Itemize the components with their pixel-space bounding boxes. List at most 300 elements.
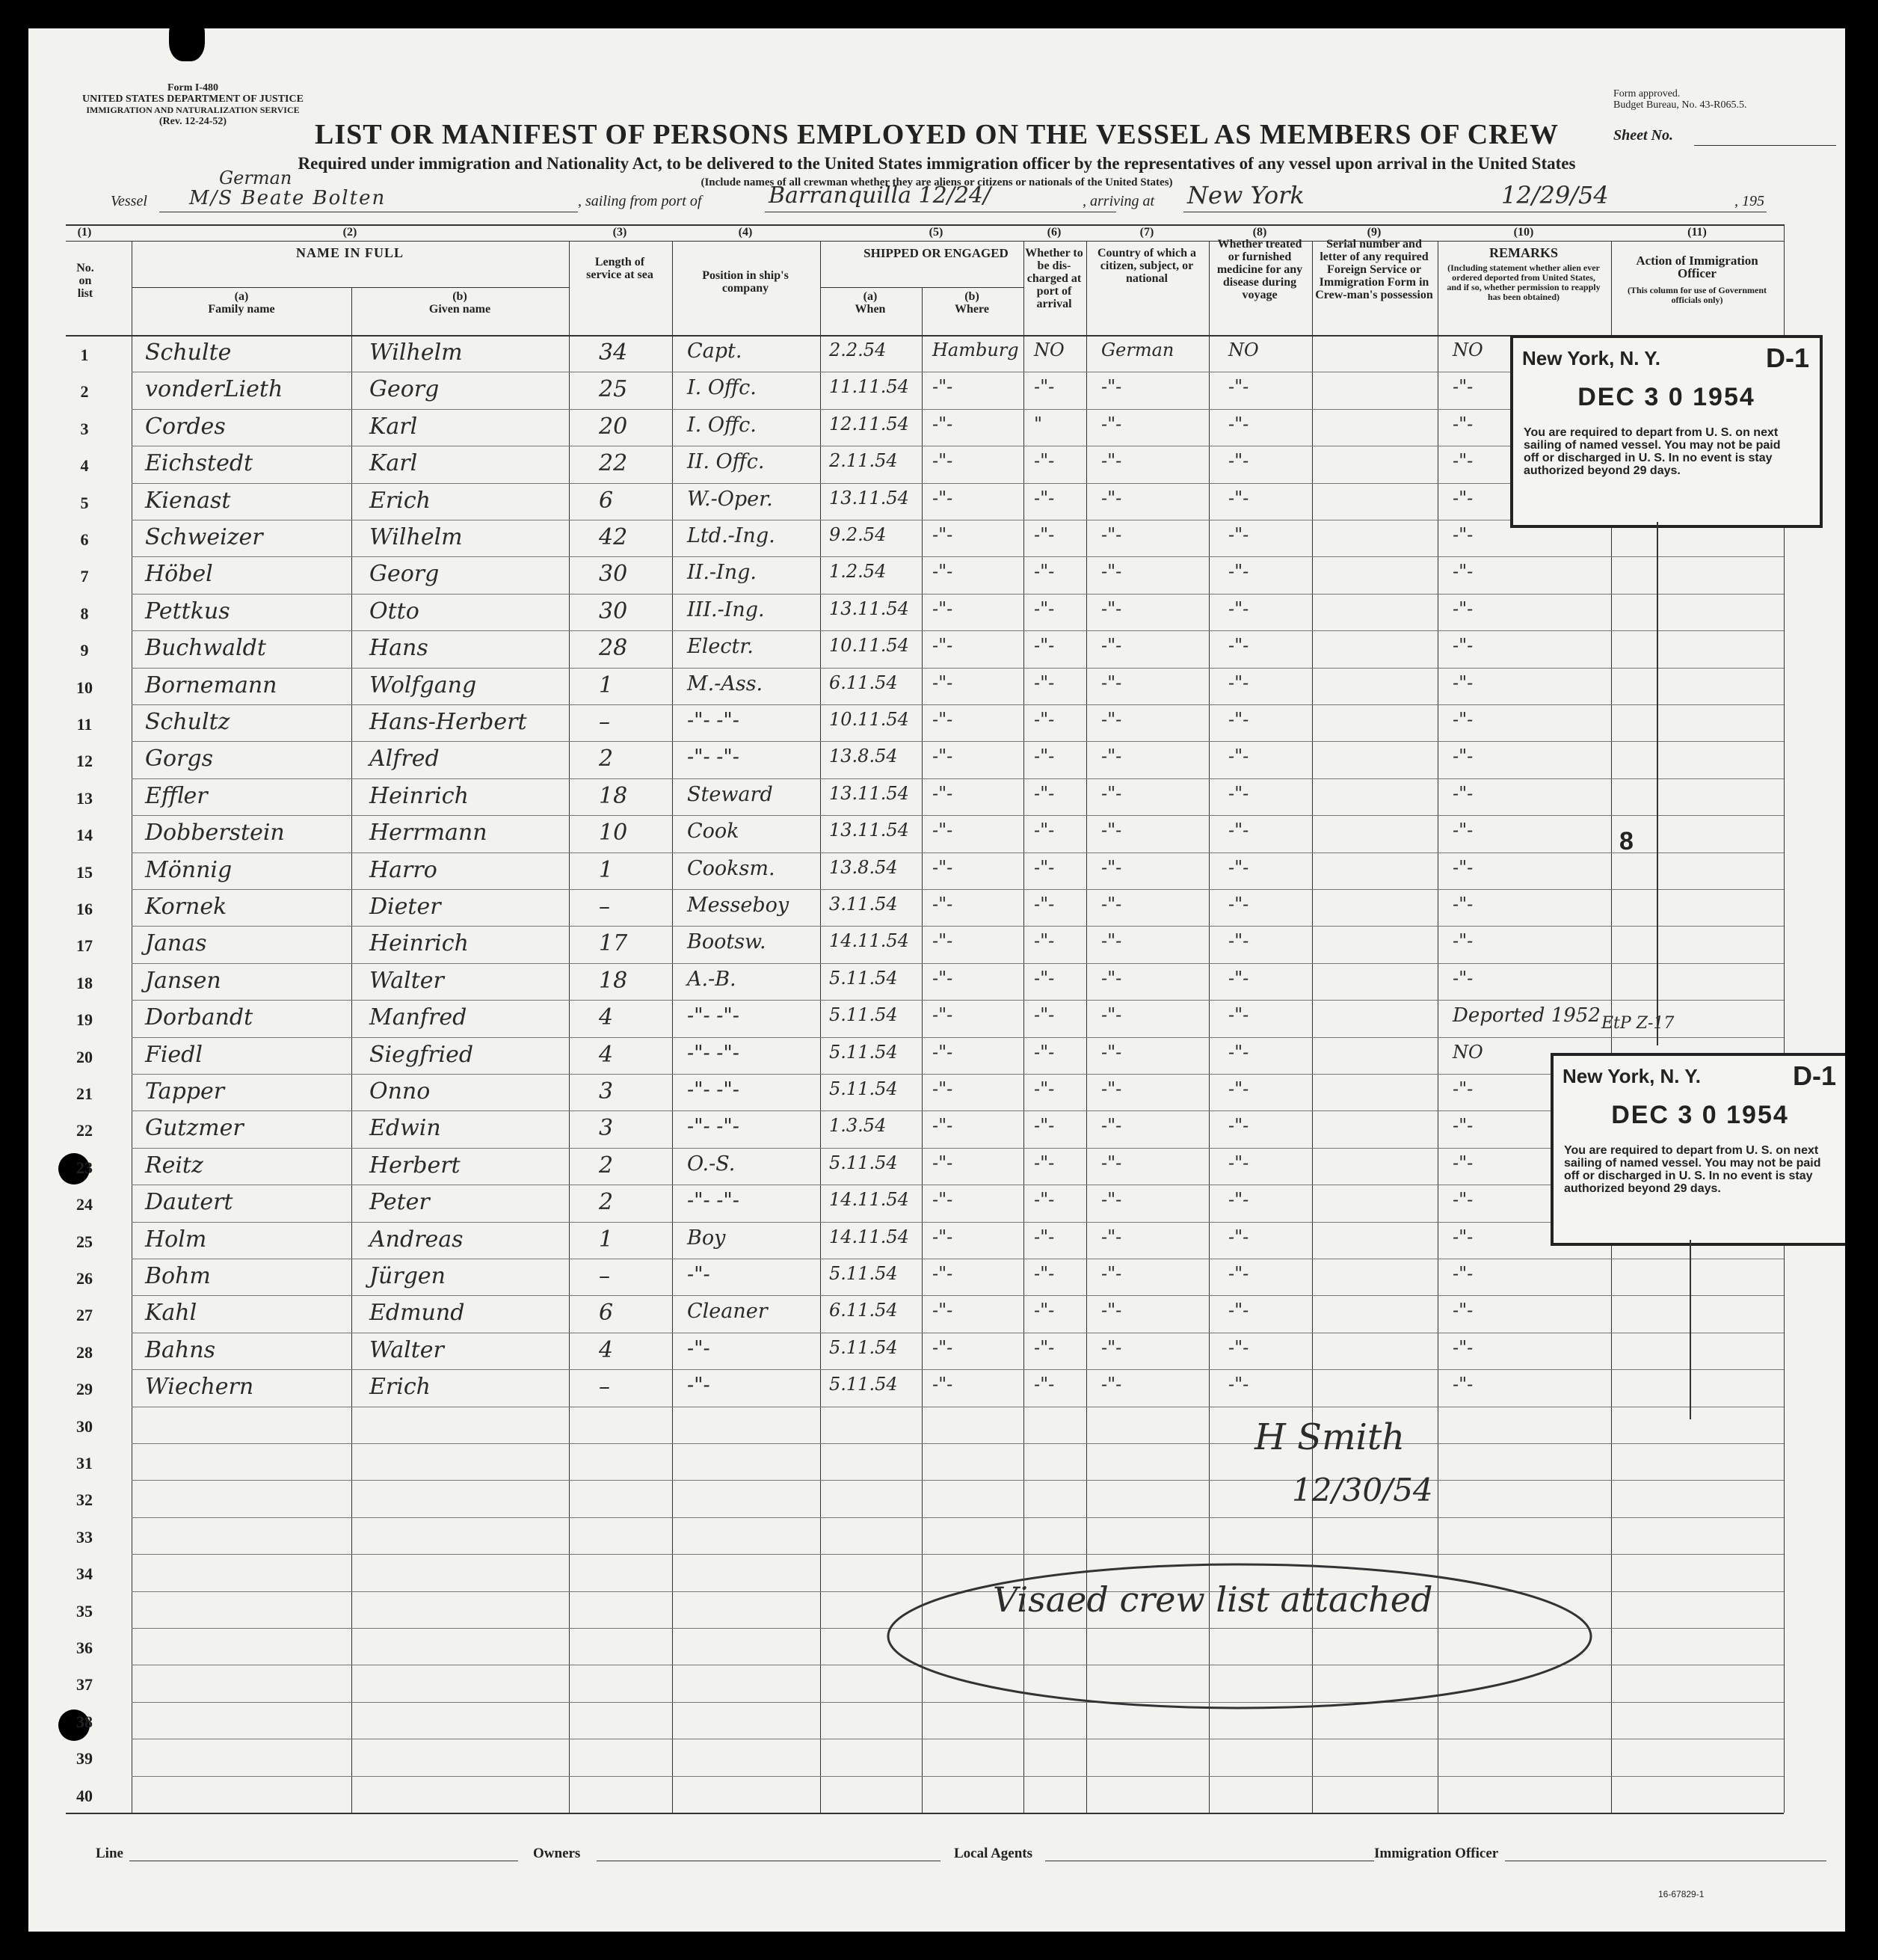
stamp-bracket-line-1: [1657, 522, 1658, 1045]
family-name-cell: Gutzmer: [145, 1115, 244, 1142]
col3-number: (3): [612, 226, 627, 239]
given-name-cell: Herbert: [369, 1152, 461, 1179]
service-length-cell: 2: [599, 746, 614, 772]
row-line: [132, 1443, 1784, 1444]
col10-number: (10): [1513, 226, 1534, 239]
row-number: 18: [76, 973, 93, 992]
stamp-date: DEC 3 0 1954: [1611, 1101, 1789, 1129]
row-number: 40: [76, 1786, 93, 1805]
service-length-cell: 25: [599, 376, 628, 403]
shipped-where-cell: -"-: [932, 635, 953, 657]
shipped-when-cell: 14.11.54: [829, 1189, 909, 1211]
service-length-cell: 42: [599, 524, 628, 550]
row-number: 2: [80, 382, 89, 402]
row-number: 36: [76, 1638, 93, 1657]
shipped-where-cell: -"-: [932, 782, 953, 804]
discharge-cell: -"-: [1034, 1041, 1055, 1063]
medicine-cell: -"-: [1228, 1263, 1249, 1284]
col10-header: REMARKS: [1488, 245, 1558, 260]
shipped-when-cell: 5.11.54: [829, 1041, 898, 1063]
medicine-cell: -"-: [1228, 1189, 1249, 1211]
col8-header: Whether treated or furnished medicine for any disease during voyage: [1216, 238, 1303, 301]
shipped-when-cell: 5.11.54: [829, 1004, 898, 1026]
immigration-stamp-2: [1551, 1053, 1845, 1246]
shipped-where-cell: -"-: [932, 1336, 953, 1358]
country-cell: -"-: [1101, 894, 1122, 915]
sailing-label: , sailing from port of: [578, 193, 702, 209]
approval-line-1: Form approved.: [1613, 88, 1681, 99]
column-divider: [820, 241, 821, 1813]
stamp-date: DEC 3 0 1954: [1577, 383, 1755, 411]
discharge-cell: -"-: [1034, 1374, 1055, 1395]
signature-date: 12/30/54: [1292, 1472, 1433, 1508]
position-cell: -"-: [687, 1263, 710, 1286]
remarks-cell: -"-: [1453, 1078, 1474, 1099]
discharge-cell: -"-: [1034, 1004, 1055, 1026]
shipped-where-cell: -"-: [932, 1041, 953, 1063]
given-name-cell: Heinrich: [369, 930, 469, 957]
family-name-cell: Effler: [145, 782, 208, 809]
department-name: UNITED STATES DEPARTMENT OF JUSTICE: [82, 93, 304, 105]
position-cell: Capt.: [687, 340, 742, 363]
service-length-cell: –: [599, 1374, 610, 1401]
row-line: [132, 1074, 1784, 1075]
discharge-cell: -"-: [1034, 1152, 1055, 1173]
col2b-number: (b): [452, 290, 467, 303]
shipped-when-cell: 5.11.54: [829, 1374, 898, 1395]
row-number: 7: [80, 567, 89, 586]
remarks-cell: -"-: [1453, 1336, 1474, 1358]
position-cell: -"-: [687, 1336, 710, 1360]
col5a-number: (a): [863, 290, 878, 303]
given-name-cell: Georg: [369, 561, 440, 588]
row-number: 9: [80, 641, 89, 660]
remarks-cell: -"-: [1453, 746, 1474, 767]
shipped-when-cell: 6.11.54: [829, 1300, 898, 1321]
row-line: [132, 1037, 1784, 1038]
medicine-cell: -"-: [1228, 635, 1249, 657]
name-subheader-line: [132, 287, 569, 288]
position-cell: W.-Oper.: [687, 487, 773, 511]
given-name-cell: Karl: [369, 450, 418, 477]
shipped-where-cell: -"-: [932, 561, 953, 583]
immigration-stamp-1: [1510, 335, 1823, 528]
family-name-cell: Kornek: [145, 894, 227, 920]
medicine-cell: -"-: [1228, 746, 1249, 767]
discharge-cell: ": [1034, 413, 1043, 434]
remarks-cell: -"-: [1453, 450, 1474, 472]
medicine-cell: -"-: [1228, 782, 1249, 804]
position-cell: III.-Ing.: [687, 597, 765, 621]
shipped-where-cell: -"-: [932, 967, 953, 989]
col2a-header: Family name: [208, 303, 275, 316]
remarks-cell: -"-: [1453, 709, 1474, 730]
shipped-when-cell: 14.11.54: [829, 1226, 909, 1247]
row-number: 11: [76, 715, 93, 734]
given-name-cell: Jürgen: [369, 1263, 446, 1289]
family-name-cell: Cordes: [145, 413, 226, 440]
row-line: [132, 815, 1784, 816]
shipped-when-cell: 13.11.54: [829, 597, 909, 619]
country-cell: -"-: [1101, 1374, 1122, 1395]
col7-number: (7): [1139, 226, 1154, 239]
position-cell: -"- -"-: [687, 1115, 739, 1139]
col9-header: Serial number and letter of any required Foreign Service or Immigration Form in Crew-man's possession: [1315, 238, 1433, 301]
remarks-cell: -"-: [1453, 1263, 1474, 1284]
discharge-cell: -"-: [1034, 746, 1055, 767]
shipped-where-cell: -"-: [932, 930, 953, 952]
country-cell: -"-: [1101, 1041, 1122, 1063]
discharge-cell: -"-: [1034, 1300, 1055, 1321]
shipped-where-cell: Hamburg: [932, 340, 1019, 360]
service-length-cell: 1: [599, 672, 614, 698]
given-name-cell: Erich: [369, 487, 431, 514]
shipped-when-cell: 10.11.54: [829, 635, 909, 657]
footer-agents-label: Local Agents: [954, 1846, 1033, 1861]
row19-extra-note: EtP Z-17: [1601, 1014, 1675, 1033]
footer-officer-label: Immigration Officer: [1374, 1846, 1499, 1861]
position-cell: -"- -"-: [687, 1189, 739, 1213]
shipped-where-cell: -"-: [932, 1374, 953, 1395]
medicine-cell: -"-: [1228, 450, 1249, 472]
row-number: 28: [76, 1342, 93, 1362]
row-number: 15: [76, 862, 93, 882]
given-name-cell: Edwin: [369, 1115, 441, 1142]
shipped-when-cell: 5.11.54: [829, 1263, 898, 1284]
shipped-where-cell: -"-: [932, 820, 953, 841]
service-length-cell: 34: [599, 340, 628, 366]
row-line: [132, 556, 1784, 557]
service-length-cell: 6: [599, 487, 614, 514]
manifest-page: [28, 28, 1845, 1932]
row-line: [132, 889, 1784, 890]
torn-edge-mark: [169, 28, 205, 61]
shipped-when-cell: 12.11.54: [829, 413, 909, 434]
position-cell: -"- -"-: [687, 1078, 739, 1102]
medicine-cell: -"-: [1228, 894, 1249, 915]
medicine-cell: -"-: [1228, 1152, 1249, 1173]
country-cell: -"-: [1101, 1226, 1122, 1247]
row-number: 5: [80, 493, 89, 512]
family-name-cell: Mönnig: [145, 856, 233, 883]
given-name-cell: Wilhelm: [369, 524, 463, 550]
position-cell: Cleaner: [687, 1300, 768, 1324]
row-number: 30: [76, 1416, 93, 1436]
family-name-cell: Schulte: [145, 340, 232, 366]
medicine-cell: -"-: [1228, 930, 1249, 952]
row-line: [132, 926, 1784, 927]
position-cell: Messeboy: [687, 894, 789, 917]
row-number: 24: [76, 1195, 93, 1214]
col6-number: (6): [1047, 226, 1062, 239]
position-cell: I. Offc.: [687, 413, 757, 437]
family-name-cell: Gorgs: [145, 746, 213, 772]
country-cell: -"-: [1101, 1078, 1122, 1099]
country-cell: -"-: [1101, 376, 1122, 398]
family-name-cell: Bahns: [145, 1336, 215, 1363]
position-cell: Cooksm.: [687, 856, 775, 880]
given-name-cell: Siegfried: [369, 1041, 474, 1068]
discharge-cell: -"-: [1034, 894, 1055, 915]
country-cell: -"-: [1101, 487, 1122, 509]
remarks-cell: NO: [1453, 1041, 1483, 1063]
country-cell: -"-: [1101, 672, 1122, 693]
medicine-cell: -"-: [1228, 376, 1249, 398]
service-length-cell: –: [599, 1263, 610, 1289]
shipped-where-cell: -"-: [932, 1226, 953, 1247]
country-cell: -"-: [1101, 597, 1122, 619]
approval-line-2: Budget Bureau, No. 43-R065.5.: [1613, 99, 1747, 111]
medicine-cell: -"-: [1228, 597, 1249, 619]
shipped-where-cell: -"-: [932, 1300, 953, 1321]
shipped-where-cell: -"-: [932, 746, 953, 767]
row-line: [132, 1000, 1784, 1001]
given-name-cell: Peter: [369, 1189, 430, 1216]
given-name-cell: Onno: [369, 1078, 431, 1105]
position-cell: -"- -"-: [687, 1004, 739, 1028]
given-name-cell: Dieter: [369, 894, 441, 920]
row-line: [132, 630, 1784, 631]
given-name-cell: Walter: [369, 967, 444, 994]
given-name-cell: Hans-Herbert: [369, 709, 527, 735]
medicine-cell: -"-: [1228, 820, 1249, 841]
shipped-where-cell: -"-: [932, 597, 953, 619]
footer-line-label: Line: [96, 1846, 123, 1861]
row-line: [132, 704, 1784, 705]
row-number: 17: [76, 936, 93, 956]
discharge-cell: -"-: [1034, 1115, 1055, 1137]
given-name-cell: Karl: [369, 413, 418, 440]
position-cell: Boy: [687, 1226, 726, 1250]
remarks-cell: -"-: [1453, 856, 1474, 878]
stamp-note: You are required to depart from U. S. on next sailing of named vessel. You may not be paid off or discharged in U. S. In no event is stay authorized beyond 29 days.: [1524, 426, 1781, 477]
service-length-cell: –: [599, 709, 610, 735]
service-length-cell: 6: [599, 1300, 614, 1327]
service-length-cell: 28: [599, 635, 628, 662]
remarks-cell: -"-: [1453, 524, 1474, 545]
remarks-cell: -"-: [1453, 487, 1474, 509]
shipped-when-cell: 5.11.54: [829, 1336, 898, 1358]
row-number: 26: [76, 1269, 93, 1288]
medicine-cell: -"-: [1228, 524, 1249, 545]
family-name-cell: Höbel: [145, 561, 213, 588]
row-number: 6: [80, 530, 89, 549]
row-number: 38: [76, 1712, 93, 1731]
row-line: [132, 1148, 1784, 1149]
position-cell: A.-B.: [687, 967, 736, 991]
country-cell: -"-: [1101, 1189, 1122, 1211]
given-name-cell: Wolfgang: [369, 672, 477, 698]
row-number: 1: [80, 345, 89, 364]
discharge-cell: -"-: [1034, 487, 1055, 509]
shipped-when-cell: 3.11.54: [829, 894, 898, 915]
given-name-cell: Heinrich: [369, 782, 469, 809]
country-cell: -"-: [1101, 930, 1122, 952]
col11-note: (This column for use of Government officials only): [1627, 285, 1767, 305]
position-cell: -"- -"-: [687, 1041, 739, 1065]
country-cell: -"-: [1101, 967, 1122, 989]
country-cell: -"-: [1101, 856, 1122, 878]
sheet-number-label: Sheet No.: [1613, 127, 1673, 144]
position-cell: Electr.: [687, 635, 754, 659]
col2a-number: (a): [234, 290, 249, 303]
position-cell: II. Offc.: [687, 450, 765, 474]
discharge-cell: -"-: [1034, 450, 1055, 472]
remarks-cell: -"-: [1453, 561, 1474, 583]
service-length-cell: 1: [599, 1226, 614, 1253]
family-name-cell: Dautert: [145, 1189, 233, 1216]
row-line: [132, 741, 1784, 742]
shipped-when-cell: 9.2.54: [829, 524, 887, 545]
remarks-cell: -"-: [1453, 1300, 1474, 1321]
family-name-cell: Holm: [145, 1226, 207, 1253]
discharge-cell: -"-: [1034, 376, 1055, 398]
shipped-when-cell: 10.11.54: [829, 709, 909, 730]
remarks-cell: -"-: [1453, 930, 1474, 952]
row-line: [132, 1776, 1784, 1777]
given-name-cell: Wilhelm: [369, 340, 463, 366]
country-cell: -"-: [1101, 635, 1122, 657]
arriving-port: New York: [1187, 181, 1305, 209]
medicine-cell: NO: [1228, 340, 1259, 360]
family-name-cell: Bohm: [145, 1263, 211, 1289]
family-name-cell: Schweizer: [145, 524, 263, 550]
remarks-cell: -"-: [1453, 1115, 1474, 1137]
shipped-when-cell: 2.11.54: [829, 450, 898, 472]
remarks-cell: -"-: [1453, 413, 1474, 434]
family-name-cell: Fiedl: [145, 1041, 203, 1068]
column-divider: [351, 287, 352, 1813]
col5-header: SHIPPED OR ENGAGED: [863, 246, 1009, 260]
discharge-cell: -"-: [1034, 1078, 1055, 1099]
position-cell: Steward: [687, 782, 773, 806]
medicine-cell: -"-: [1228, 1300, 1249, 1321]
crew-list-attached-note: Visaed crew list attached: [993, 1579, 1433, 1620]
revision-date: (Rev. 12-24-52): [158, 116, 227, 127]
medicine-cell: -"-: [1228, 967, 1249, 989]
discharge-cell: -"-: [1034, 672, 1055, 693]
medicine-cell: -"-: [1228, 1226, 1249, 1247]
position-cell: Cook: [687, 820, 739, 844]
remarks-cell: -"-: [1453, 672, 1474, 693]
medicine-cell: -"-: [1228, 1115, 1249, 1137]
stamp-code: D-1: [1765, 342, 1809, 373]
shipped-when-cell: 5.11.54: [829, 967, 898, 989]
family-name-cell: Buchwaldt: [145, 635, 266, 662]
country-cell: German: [1101, 340, 1174, 360]
medicine-cell: -"-: [1228, 1004, 1249, 1026]
discharge-cell: -"-: [1034, 967, 1055, 989]
col1-number: (1): [77, 226, 92, 239]
row-number: 10: [76, 678, 93, 697]
given-name-cell: Andreas: [369, 1226, 464, 1253]
row-number: 22: [76, 1121, 93, 1140]
medicine-cell: -"-: [1228, 561, 1249, 583]
sailing-port: Barranquilla 12/24/: [769, 182, 991, 209]
vessel-nationality: German: [219, 168, 292, 188]
remarks-cell: -"-: [1453, 967, 1474, 989]
discharge-cell: -"-: [1034, 1336, 1055, 1358]
col1-header: No. on list: [76, 262, 94, 300]
footer-owners-label: Owners: [533, 1846, 581, 1861]
footer-form-code: 16-67829-1: [1658, 1889, 1705, 1899]
row-number: 3: [80, 419, 89, 438]
position-cell: I. Offc.: [687, 376, 757, 400]
col11-header: Action of Immigration Officer: [1636, 254, 1758, 280]
row-line: [132, 778, 1784, 779]
col2-header: NAME IN FULL: [295, 245, 404, 260]
row-number: 31: [76, 1454, 93, 1472]
given-name-cell: Edmund: [369, 1300, 465, 1327]
year-suffix: , 195: [1734, 193, 1764, 209]
discharge-cell: -"-: [1034, 1226, 1055, 1247]
shipped-where-cell: -"-: [932, 1078, 953, 1099]
col5b-number: (b): [964, 290, 979, 303]
service-length-cell: 17: [599, 930, 628, 957]
country-cell: -"-: [1101, 1300, 1122, 1321]
row-number: 8: [80, 603, 89, 623]
page-title: LIST OR MANIFEST OF PERSONS EMPLOYED ON THE VESSEL AS MEMBERS OF CREW: [315, 119, 1559, 150]
row-number: 14: [76, 826, 93, 845]
country-cell: -"-: [1101, 413, 1122, 434]
row-line: [132, 668, 1784, 669]
shipped-when-cell: 13.11.54: [829, 782, 909, 804]
service-length-cell: 4: [599, 1041, 614, 1068]
shipped-when-cell: 13.11.54: [829, 820, 909, 841]
row-line: [132, 1110, 1784, 1111]
medicine-cell: -"-: [1228, 1078, 1249, 1099]
col10-note: (Including statement whether alien ever ordered deported from United States, and if so, whether permission to reapply has been obtained): [1447, 262, 1601, 302]
table-bottom-border: [66, 1813, 1784, 1814]
given-name-cell: Alfred: [369, 746, 440, 772]
row-line: [132, 1480, 1784, 1481]
service-length-cell: 4: [599, 1004, 614, 1031]
row-line: [132, 963, 1784, 964]
service-length-cell: 3: [599, 1115, 614, 1142]
row-number: 12: [76, 752, 93, 771]
stamp-bracket-line-2: [1690, 1240, 1691, 1419]
shipped-where-cell: -"-: [932, 1189, 953, 1211]
medicine-cell: -"-: [1228, 709, 1249, 730]
discharge-cell: -"-: [1034, 1263, 1055, 1284]
col7-header: Country of which a citizen, subject, or national: [1097, 247, 1196, 285]
row-number: 19: [76, 1010, 93, 1030]
family-name-cell: Pettkus: [145, 597, 230, 624]
vessel-label: Vessel: [111, 193, 147, 209]
remarks-cell: -"-: [1453, 376, 1474, 398]
position-cell: Bootsw.: [687, 930, 766, 954]
service-length-cell: 22: [599, 450, 628, 477]
remarks-cell: -"-: [1453, 597, 1474, 619]
remarks-cell: -"-: [1453, 894, 1474, 915]
include-note: (Include names of all crewman whether they are aliens or citizens or nationals of the United States): [701, 176, 1173, 188]
shipped-where-cell: -"-: [932, 672, 953, 693]
country-cell: -"-: [1101, 1004, 1122, 1026]
service-length-cell: 2: [599, 1152, 614, 1179]
service-length-cell: 4: [599, 1336, 614, 1363]
row-line: [132, 594, 1784, 595]
service-length-cell: 18: [599, 967, 628, 994]
position-cell: -"- -"-: [687, 746, 739, 769]
row-number: 20: [76, 1047, 93, 1066]
service-length-cell: 20: [599, 413, 628, 440]
family-name-cell: Jansen: [145, 967, 221, 994]
row-number: 16: [76, 900, 93, 918]
shipped-where-cell: -"-: [932, 1115, 953, 1137]
family-name-cell: Wiechern: [145, 1374, 254, 1401]
shipped-when-cell: 1.3.54: [829, 1115, 887, 1137]
position-cell: II.-Ing.: [687, 561, 757, 585]
